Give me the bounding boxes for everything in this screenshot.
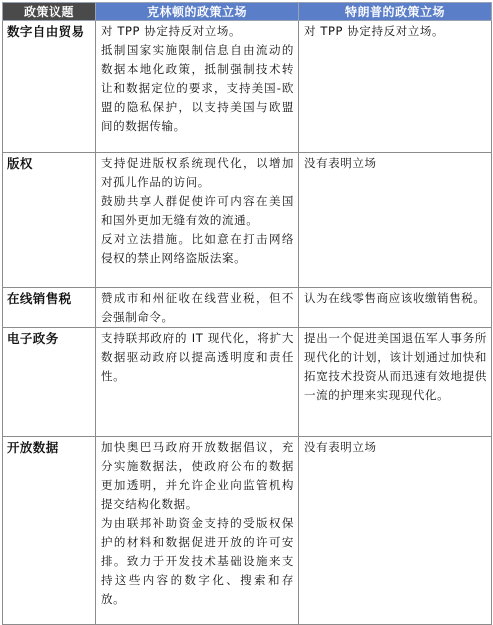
table-row — [3, 153, 492, 288]
clinton-paragraph: 反对立法措施。比如意在打击网络侵权的禁止网络盗版法案。 — [101, 232, 294, 265]
clinton-paragraph: 支持促进版权系统现代化，以增加对孤儿作品的访问。 — [101, 156, 294, 189]
trump-paragraph: 提出一个促进美国退伍军人事务所现代化的计划，该计划通过加快和拓宽技术投资从而迅速有效地提供一流的护理来实现现代化。 — [304, 331, 487, 402]
table-row — [3, 328, 492, 437]
clinton-cell — [96, 21, 299, 153]
topic-cell: 版权 — [3, 153, 96, 288]
table-row — [3, 288, 492, 328]
clinton-paragraph: 抵制国家实施限制信息自由流动的数据本地化政策，抵制强制技术转让和数据定位的要求，支持美国-欧盟的隐私保护，以支持美国与欧盟间的数据传输。 — [101, 43, 294, 133]
trump-paragraph: 没有表明立场 — [304, 156, 377, 170]
table-row — [3, 21, 492, 153]
trump-paragraph: 没有表明立场 — [304, 440, 377, 454]
header-clinton: 克林顿的政策立场 — [96, 3, 299, 21]
topic-cell: 开放数据 — [3, 437, 96, 625]
clinton-cell — [96, 288, 299, 328]
clinton-paragraph: 为由联邦补助资金支持的受版权保护的材料和数据促进开放的许可安排。致力于开发技术基础设施来支持这些内容的数字化、搜索和存放。 — [101, 516, 294, 606]
header-trump: 特朗普的政策立场 — [299, 3, 492, 21]
topic-cell: 在线销售税 — [3, 288, 96, 328]
clinton-cell — [96, 328, 299, 437]
clinton-paragraph: 鼓励共享人群促使许可内容在美国和国外更加无缝有效的流通。 — [101, 194, 294, 227]
policy-comparison-table — [2, 2, 492, 625]
trump-paragraph: 认为在线零售商应该收缴销售税。 — [304, 291, 486, 305]
trump-cell — [299, 21, 492, 153]
clinton-paragraph: 对 TPP 协定持反对立场。 — [101, 24, 242, 38]
header-row — [3, 3, 492, 21]
clinton-cell — [96, 437, 299, 625]
trump-cell — [299, 328, 492, 437]
topic-cell: 电子政务 — [3, 328, 96, 437]
trump-cell — [299, 153, 492, 288]
trump-cell — [299, 288, 492, 328]
trump-cell — [299, 437, 492, 625]
clinton-cell — [96, 153, 299, 288]
table-row — [3, 437, 492, 625]
clinton-paragraph: 支持联邦政府的 IT 现代化，将扩大数据驱动政府以提高透明度和责任性。 — [101, 331, 294, 383]
clinton-paragraph: 赞成市和州征收在线营业税，但不会强制命令。 — [101, 291, 294, 324]
trump-paragraph: 对 TPP 协定持反对立场。 — [304, 24, 445, 38]
header-topic: 政策议题 — [3, 3, 96, 21]
topic-cell: 数字自由贸易 — [3, 21, 96, 153]
clinton-paragraph: 加快奥巴马政府开放数据倡议，充分实施数据法，使政府公布的数据更加透明，并允许企业向监管机构提交结构化数据。 — [101, 440, 294, 511]
